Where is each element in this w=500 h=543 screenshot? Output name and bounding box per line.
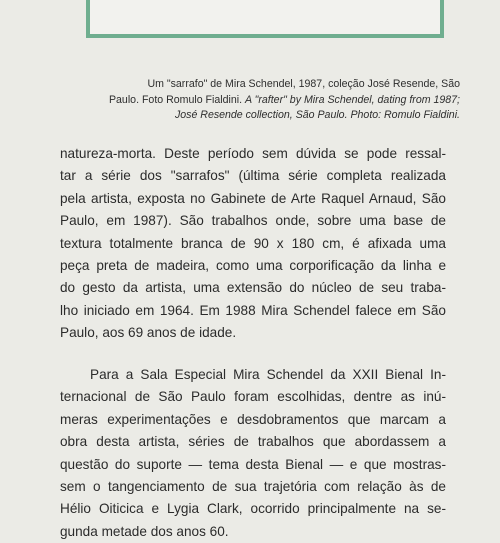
paragraph-1 (60, 143, 446, 345)
caption-line-2 (60, 93, 460, 109)
text-line: questão do suporte — tema desta Bienal — e que mostras- (60, 456, 446, 472)
text-line: Paulo, em 1987). São trabalhos onde, sobre uma base de (60, 213, 446, 229)
caption-line-3: José Resende collection, São Paulo. Photo: Romulo Fialdini. (174, 109, 460, 121)
caption-line-1: Um "sarrafo" de Mira Schendel, 1987, coleção José Resende, São (147, 78, 460, 90)
text-line: Paulo, aos 69 anos de idade. (60, 325, 237, 341)
photo-caption (60, 77, 460, 124)
text-line: Para a Sala Especial Mira Schendel da XXII Bienal In- (90, 367, 446, 382)
text-line: ternacional de São Paulo foram escolhidas, dentre as inú- (60, 389, 446, 405)
caption-line-2-italic: A "rafter" by Mira Schendel, dating from 1987; (245, 93, 460, 106)
text-line: gunda metade dos anos 60. (60, 523, 229, 539)
text-line: pela artista, exposta no Gabinete de Arte Raquel Arnaud, São (60, 190, 446, 206)
text-line: sem o tangenciamento de sua trajetória com relação às de (60, 478, 446, 494)
text-line: Hélio Oiticica e Lygia Clark, ocorrido principalmente na se- (60, 501, 446, 517)
artwork-photo (86, 0, 444, 38)
text-line: peça preta de madeira, como uma corporificação da linha e (60, 257, 446, 273)
caption-line-2-upright: Paulo. Foto Romulo Fialdini. (108, 93, 245, 106)
text-line: meras experimentações e desdobramentos que marcam a (60, 411, 446, 427)
text-line: natureza-morta. Deste período sem dúvida se pode ressal- (60, 146, 446, 161)
paragraph-2 (60, 364, 446, 539)
text-line: do gesto da artista, uma extensão do núcleo de seu traba- (60, 280, 446, 296)
text-line: lho iniciado em 1964. Em 1988 Mira Schendel falece em São (60, 302, 446, 318)
text-line: textura totalmente branca de 90 x 180 cm, é afixada uma (60, 235, 446, 251)
text-line: tar a série dos "sarrafos" (última série completa realizada (60, 168, 446, 184)
text-line: obra desta artista, séries de trabalhos que abordassem a (60, 434, 446, 450)
